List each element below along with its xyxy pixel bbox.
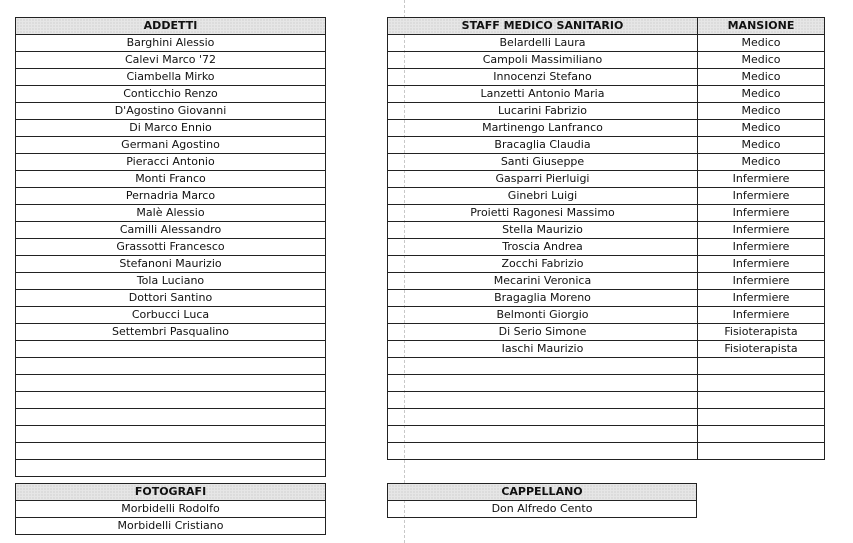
table-row — [16, 222, 326, 239]
addetti-table — [15, 17, 326, 477]
staff-role-cell: Medico — [698, 35, 825, 52]
addetto-name-cell: Di Marco Ennio — [16, 120, 326, 137]
staff-name-header: STAFF MEDICO SANITARIO — [388, 18, 698, 35]
staff-name-cell: Campoli Massimiliano — [388, 52, 698, 69]
staff-name-cell: Innocenzi Stefano — [388, 69, 698, 86]
addetto-name-cell: Grassotti Francesco — [16, 239, 326, 256]
table-row — [388, 86, 825, 103]
table-row — [388, 392, 825, 409]
staff-role-header: MANSIONE — [698, 18, 825, 35]
staff-name-cell — [388, 409, 698, 426]
staff-name-cell: Santi Giuseppe — [388, 154, 698, 171]
staff-role-cell: Infermiere — [698, 205, 825, 222]
table-row — [16, 443, 326, 460]
table-row — [388, 256, 825, 273]
staff-name-cell: Mecarini Veronica — [388, 273, 698, 290]
table-header-row — [388, 18, 825, 35]
addetto-name-cell: Tola Luciano — [16, 273, 326, 290]
table-row — [388, 171, 825, 188]
staff-role-cell: Medico — [698, 69, 825, 86]
addetto-name-cell: Pieracci Antonio — [16, 154, 326, 171]
table-row — [16, 324, 326, 341]
table-row — [388, 358, 825, 375]
staff-role-cell: Medico — [698, 154, 825, 171]
fotografi-header: FOTOGRAFI — [16, 484, 326, 501]
staff-name-cell: Bracaglia Claudia — [388, 137, 698, 154]
fotografi-table — [15, 483, 326, 535]
table-row — [388, 426, 825, 443]
staff-role-cell: Infermiere — [698, 188, 825, 205]
staff-name-cell: Stella Maurizio — [388, 222, 698, 239]
staff-name-cell: Belardelli Laura — [388, 35, 698, 52]
fotografo-name-cell: Morbidelli Rodolfo — [16, 501, 326, 518]
staff-body — [388, 35, 825, 460]
addetto-name-cell: Germani Agostino — [16, 137, 326, 154]
addetti-header: ADDETTI — [16, 18, 326, 35]
staff-name-cell: Bragaglia Moreno — [388, 290, 698, 307]
addetto-name-cell: Settembri Pasqualino — [16, 324, 326, 341]
addetto-name-cell: D'Agostino Giovanni — [16, 103, 326, 120]
table-row — [16, 239, 326, 256]
staff-role-cell: Infermiere — [698, 290, 825, 307]
staff-role-cell: Infermiere — [698, 256, 825, 273]
addetto-name-cell — [16, 426, 326, 443]
table-row — [16, 205, 326, 222]
table-header-row — [16, 18, 326, 35]
staff-role-cell: Medico — [698, 86, 825, 103]
table-row — [16, 52, 326, 69]
addetto-name-cell: Stefanoni Maurizio — [16, 256, 326, 273]
cappellano-name-cell: Don Alfredo Cento — [388, 501, 697, 518]
staff-role-cell: Medico — [698, 103, 825, 120]
table-row — [388, 222, 825, 239]
table-row — [16, 137, 326, 154]
staff-name-cell: Proietti Ragonesi Massimo — [388, 205, 698, 222]
table-row — [388, 375, 825, 392]
table-row — [16, 103, 326, 120]
addetto-name-cell — [16, 358, 326, 375]
addetto-name-cell — [16, 392, 326, 409]
staff-name-cell: Iaschi Maurizio — [388, 341, 698, 358]
staff-role-cell: Medico — [698, 120, 825, 137]
addetto-name-cell: Malè Alessio — [16, 205, 326, 222]
staff-name-cell — [388, 358, 698, 375]
addetti-body — [16, 35, 326, 477]
staff-name-cell — [388, 443, 698, 460]
staff-role-cell: Fisioterapista — [698, 324, 825, 341]
table-row — [16, 86, 326, 103]
staff-name-cell — [388, 375, 698, 392]
addetto-name-cell — [16, 443, 326, 460]
table-row — [388, 69, 825, 86]
table-row — [388, 273, 825, 290]
staff-role-cell: Infermiere — [698, 239, 825, 256]
staff-role-cell: Infermiere — [698, 222, 825, 239]
staff-role-cell: Medico — [698, 52, 825, 69]
staff-medico-table — [387, 17, 825, 460]
addetto-name-cell: Calevi Marco '72 — [16, 52, 326, 69]
staff-name-cell: Di Serio Simone — [388, 324, 698, 341]
table-header-row — [16, 484, 326, 501]
table-row — [388, 290, 825, 307]
staff-role-cell — [698, 358, 825, 375]
staff-role-cell — [698, 409, 825, 426]
table-row — [16, 375, 326, 392]
table-row — [388, 409, 825, 426]
table-row — [16, 256, 326, 273]
table-row — [16, 501, 326, 518]
fotografi-body — [16, 501, 326, 535]
table-row — [16, 290, 326, 307]
table-row — [16, 392, 326, 409]
cappellano-table — [387, 483, 697, 518]
staff-name-cell: Martinengo Lanfranco — [388, 120, 698, 137]
staff-role-cell: Medico — [698, 137, 825, 154]
staff-name-cell: Belmonti Giorgio — [388, 307, 698, 324]
staff-role-cell: Infermiere — [698, 171, 825, 188]
table-row — [16, 188, 326, 205]
table-row — [388, 307, 825, 324]
table-row — [388, 501, 697, 518]
table-row — [388, 52, 825, 69]
addetto-name-cell: Ciambella Mirko — [16, 69, 326, 86]
table-row — [16, 273, 326, 290]
table-row — [388, 35, 825, 52]
addetto-name-cell — [16, 409, 326, 426]
addetto-name-cell: Camilli Alessandro — [16, 222, 326, 239]
table-row — [16, 341, 326, 358]
addetto-name-cell: Monti Franco — [16, 171, 326, 188]
addetto-name-cell: Pernadria Marco — [16, 188, 326, 205]
table-row — [388, 188, 825, 205]
table-row — [388, 137, 825, 154]
staff-role-cell — [698, 392, 825, 409]
staff-name-cell — [388, 426, 698, 443]
table-row — [16, 426, 326, 443]
table-row — [388, 239, 825, 256]
addetto-name-cell: Barghini Alessio — [16, 35, 326, 52]
table-row — [388, 205, 825, 222]
staff-role-cell — [698, 375, 825, 392]
staff-role-cell: Fisioterapista — [698, 341, 825, 358]
table-row — [388, 443, 825, 460]
cappellano-header: CAPPELLANO — [388, 484, 697, 501]
addetto-name-cell: Corbucci Luca — [16, 307, 326, 324]
staff-name-cell: Zocchi Fabrizio — [388, 256, 698, 273]
table-row — [16, 69, 326, 86]
staff-name-cell — [388, 392, 698, 409]
addetto-name-cell — [16, 375, 326, 392]
table-row — [388, 103, 825, 120]
staff-role-cell — [698, 426, 825, 443]
table-row — [388, 154, 825, 171]
table-row — [16, 307, 326, 324]
addetto-name-cell — [16, 341, 326, 358]
addetto-name-cell: Conticchio Renzo — [16, 86, 326, 103]
staff-role-cell: Infermiere — [698, 273, 825, 290]
table-row — [16, 460, 326, 477]
table-row — [388, 341, 825, 358]
staff-name-cell: Lucarini Fabrizio — [388, 103, 698, 120]
staff-name-cell: Troscia Andrea — [388, 239, 698, 256]
staff-name-cell: Gasparri Pierluigi — [388, 171, 698, 188]
table-row — [16, 409, 326, 426]
table-header-row — [388, 484, 697, 501]
table-row — [16, 35, 326, 52]
cappellano-body — [388, 501, 697, 518]
fotografo-name-cell: Morbidelli Cristiano — [16, 518, 326, 535]
table-row — [16, 154, 326, 171]
table-row — [388, 120, 825, 137]
addetto-name-cell — [16, 460, 326, 477]
staff-role-cell: Infermiere — [698, 307, 825, 324]
staff-name-cell: Lanzetti Antonio Maria — [388, 86, 698, 103]
table-row — [16, 518, 326, 535]
staff-name-cell: Ginebri Luigi — [388, 188, 698, 205]
table-row — [16, 171, 326, 188]
staff-role-cell — [698, 443, 825, 460]
table-row — [16, 358, 326, 375]
table-row — [388, 324, 825, 341]
addetto-name-cell: Dottori Santino — [16, 290, 326, 307]
table-row — [16, 120, 326, 137]
